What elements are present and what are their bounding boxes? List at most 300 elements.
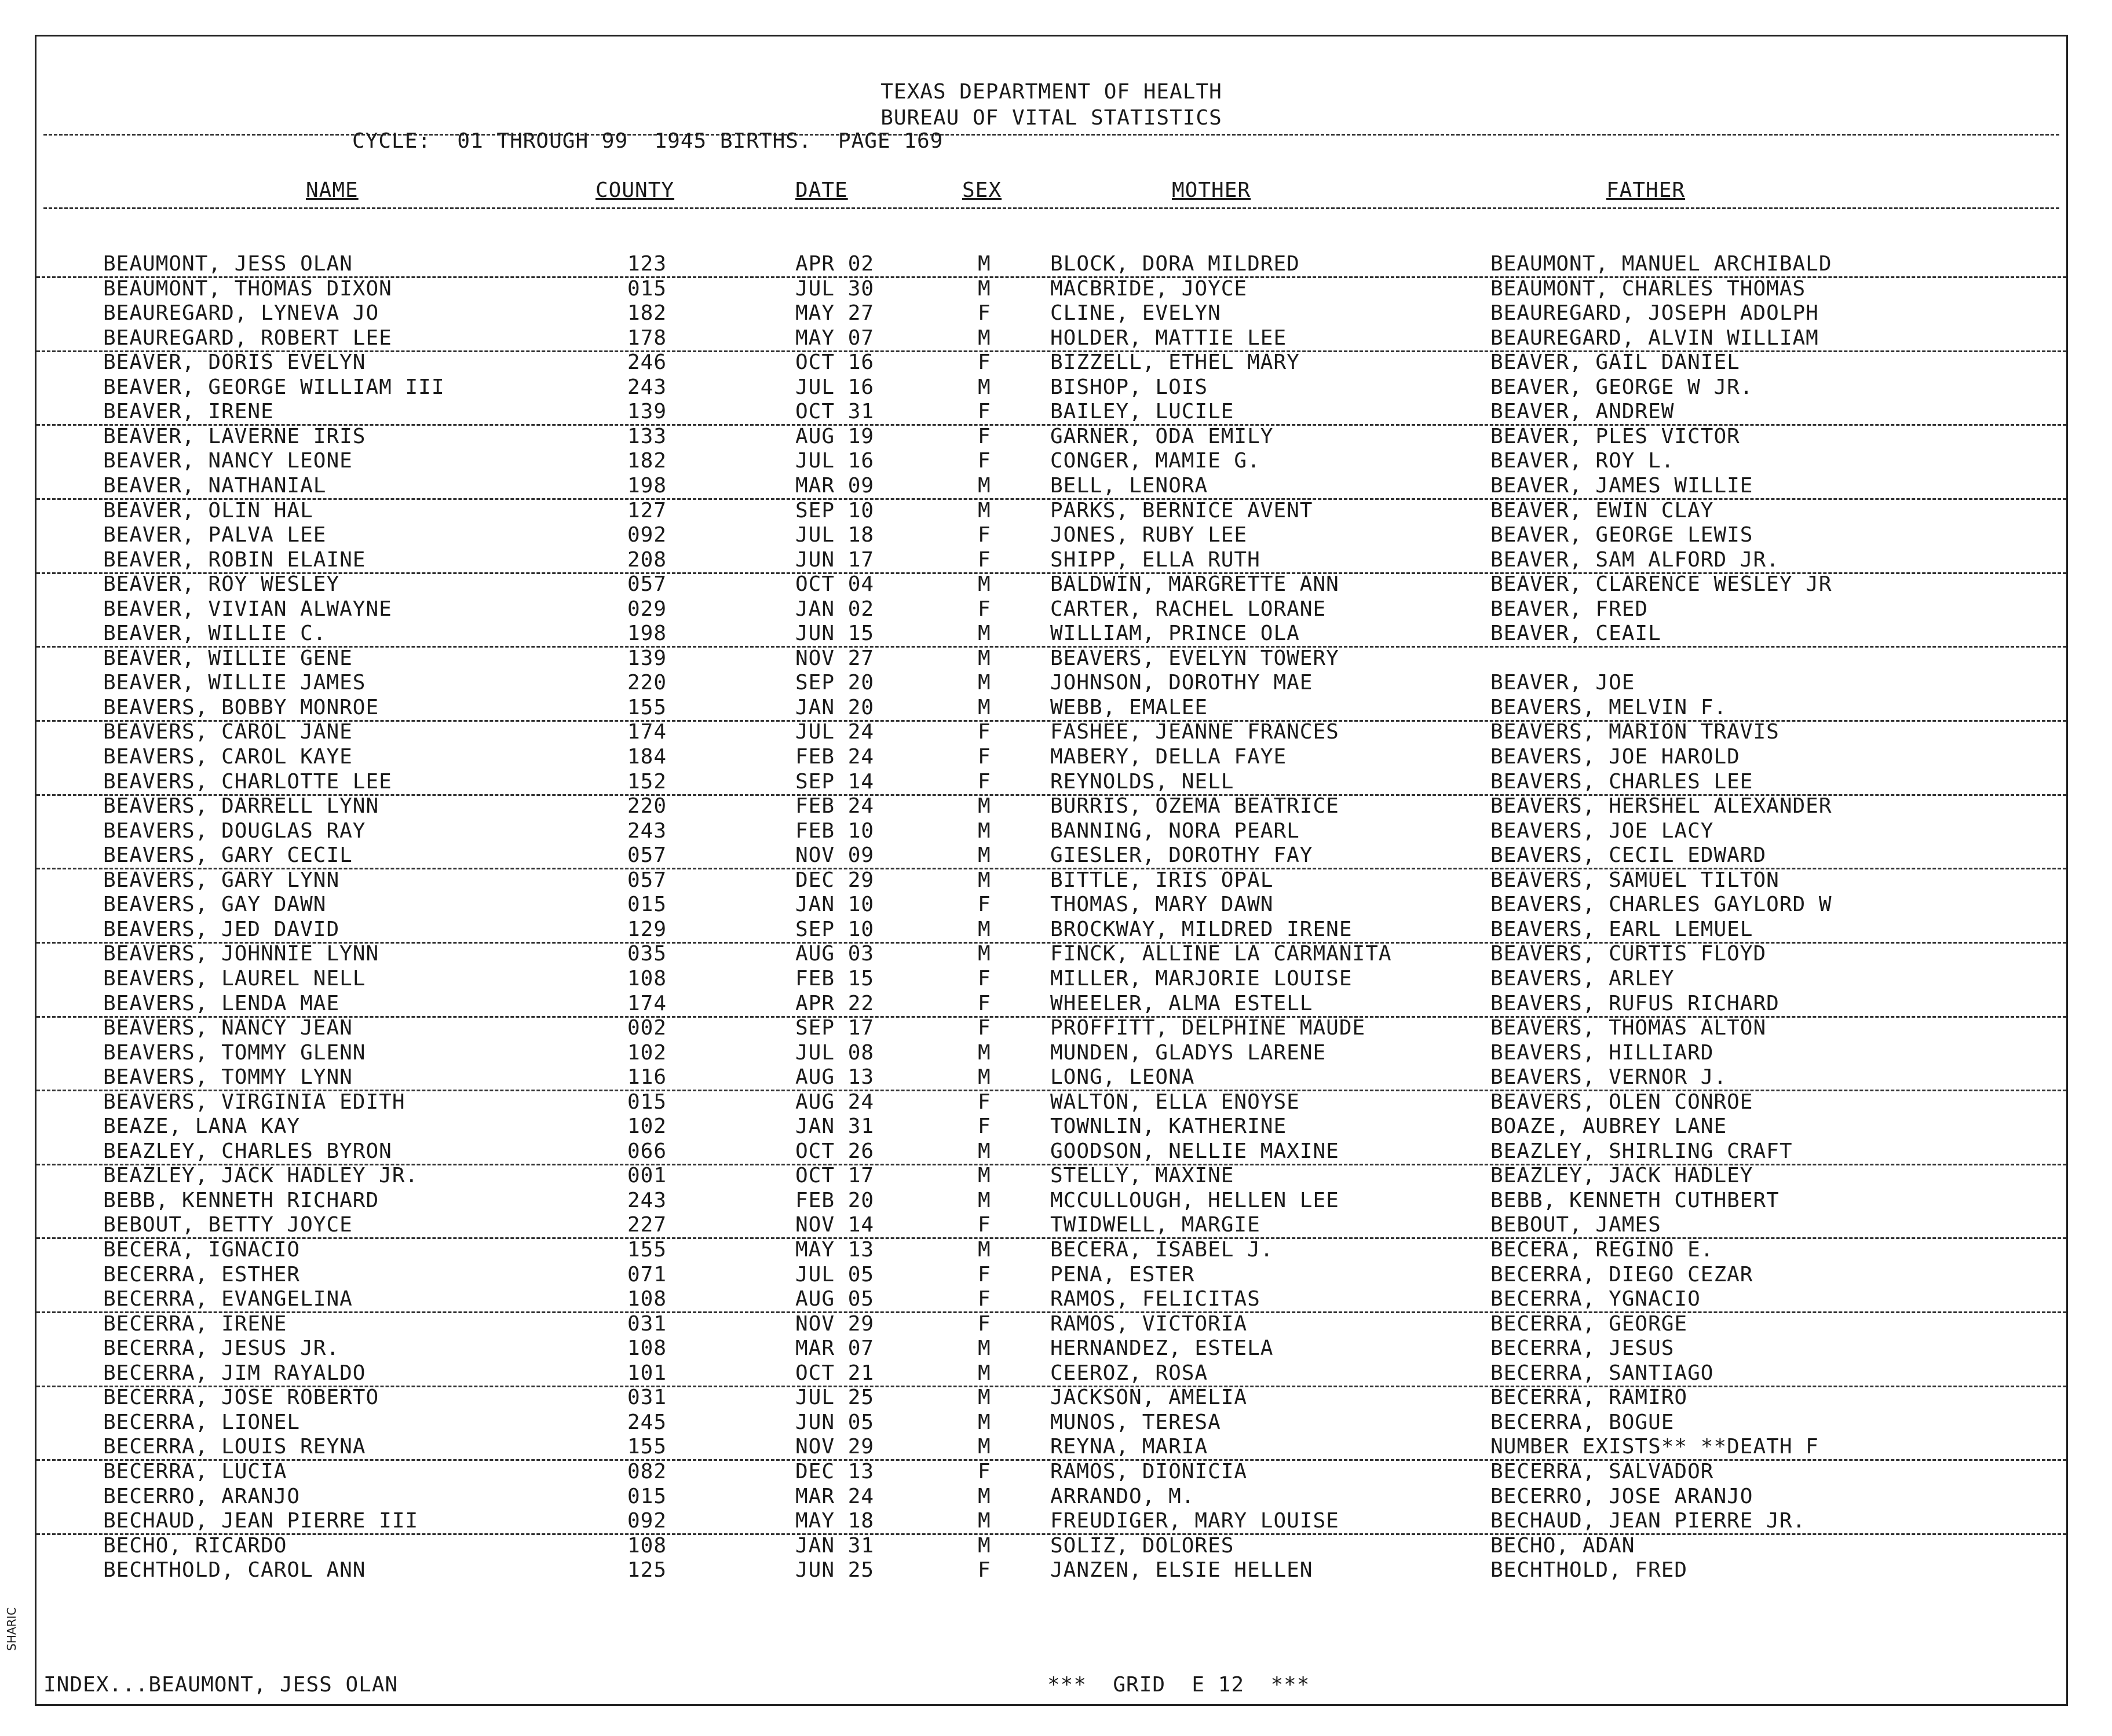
cell-name: BECERRA, LOUIS REYNA (103, 1435, 366, 1459)
cell-father: BEAVERS, CECIL EDWARD (1490, 843, 1767, 868)
cell-sex: M (978, 1361, 991, 1385)
table-row (36, 1238, 2066, 1262)
cell-mother: BROCKWAY, MILDRED IRENE (1050, 917, 1353, 941)
cell-mother: PARKS, BERNICE AVENT (1050, 498, 1313, 522)
cell-county: 198 (627, 622, 667, 646)
cell-date: JAN 31 (795, 1114, 875, 1139)
cell-mother: MILLER, MARJORIE LOUISE (1050, 966, 1353, 991)
cell-father: BECHAUD, JEAN PIERRE JR. (1490, 1509, 1806, 1533)
cell-father: BECERRA, GEORGE (1490, 1311, 1688, 1336)
cell-father: BEAVER, JOE (1490, 671, 1635, 695)
cell-county: 057 (627, 868, 667, 892)
cell-county: 182 (627, 301, 667, 326)
table-row (36, 745, 2066, 769)
cell-name: BEBOUT, BETTY JOYCE (103, 1213, 353, 1237)
cell-date: NOV 09 (795, 843, 875, 868)
cell-father: BOAZE, AUBREY LANE (1490, 1114, 1727, 1139)
cell-father: BEAUREGARD, ALVIN WILLIAM (1490, 326, 1819, 350)
cell-date: JUL 24 (795, 720, 875, 744)
table-row (36, 1485, 2066, 1509)
cell-sex: M (978, 1139, 991, 1163)
cell-sex: M (978, 473, 991, 498)
cell-county: 001 (627, 1164, 667, 1188)
cell-father: BEAVERS, EARL LEMUEL (1490, 917, 1753, 941)
cell-date: SEP 10 (795, 917, 875, 941)
cell-name: BEAZLEY, CHARLES BYRON (103, 1139, 392, 1163)
document-frame (35, 35, 2068, 1706)
cell-name: BEAVERS, CAROL KAYE (103, 745, 353, 769)
cell-father: BEAVER, GEORGE LEWIS (1490, 523, 1753, 547)
table-row (36, 597, 2066, 622)
cell-mother: JONES, RUBY LEE (1050, 523, 1248, 547)
cell-county: 082 (627, 1459, 667, 1483)
cell-date: MAY 07 (795, 326, 875, 350)
cell-name: BEAUREGARD, ROBERT LEE (103, 326, 392, 350)
table-row (36, 1041, 2066, 1065)
cell-name: BECERRA, IRENE (103, 1311, 287, 1336)
table-row (36, 425, 2066, 449)
table-row (36, 868, 2066, 893)
cell-date: NOV 27 (795, 646, 875, 670)
cell-name: BEAUMONT, THOMAS DIXON (103, 276, 392, 301)
cell-mother: STELLY, MAXINE (1050, 1164, 1234, 1188)
cell-father: BEAVERS, HERSHEL ALEXANDER (1490, 794, 1832, 818)
cell-date: JAN 20 (795, 695, 875, 719)
cell-name: BECERRA, ESTHER (103, 1262, 301, 1287)
cell-sex: M (978, 794, 991, 818)
cell-mother: BIZZELL, ETHEL MARY (1050, 350, 1300, 375)
cell-mother: SOLIZ, DOLORES (1050, 1533, 1234, 1558)
cell-sex: M (978, 276, 991, 301)
cell-date: FEB 24 (795, 745, 875, 769)
cell-name: BEAVERS, NANCY JEAN (103, 1016, 353, 1040)
cell-name: BEAVER, VIVIAN ALWAYNE (103, 597, 392, 621)
cell-county: 092 (627, 523, 667, 547)
cell-mother: BISHOP, LOIS (1050, 375, 1208, 399)
cell-mother: GIESLER, DOROTHY FAY (1050, 843, 1313, 868)
cell-sex: F (978, 1090, 991, 1114)
cell-name: BEAVER, WILLIE GENE (103, 646, 353, 670)
cell-mother: BECERA, ISABEL J. (1050, 1238, 1274, 1262)
cell-sex: M (978, 1336, 991, 1361)
table-row (36, 1558, 2066, 1582)
cell-father: BEAVERS, THOMAS ALTON (1490, 1016, 1767, 1040)
cell-mother: BELL, LENORA (1050, 473, 1208, 498)
cell-name: BEAVERS, GARY LYNN (103, 868, 340, 892)
cell-sex: F (978, 449, 991, 473)
cell-county: 102 (627, 1114, 667, 1139)
table-row (36, 499, 2066, 523)
cell-father: BEAUMONT, MANUEL ARCHIBALD (1490, 252, 1832, 276)
cell-date: JAN 02 (795, 597, 875, 621)
cell-mother: MCCULLOUGH, HELLEN LEE (1050, 1188, 1339, 1212)
cell-father: BEAVERS, MARION TRAVIS (1490, 720, 1780, 744)
cell-county: 155 (627, 695, 667, 719)
cell-father: BECERRA, RAMIRO (1490, 1386, 1688, 1410)
cell-father: BEAVER, PLES VICTOR (1490, 424, 1740, 448)
cell-sex: F (978, 769, 991, 794)
cell-name: BEAVER, IRENE (103, 400, 274, 424)
table-row (36, 1509, 2066, 1535)
cell-sex: M (978, 1386, 991, 1410)
table-row (36, 1287, 2066, 1313)
table-row (36, 548, 2066, 574)
cell-name: BEAVERS, TOMMY LYNN (103, 1065, 353, 1090)
cell-mother: MUNOS, TERESA (1050, 1410, 1221, 1434)
cell-name: BECERA, IGNACIO (103, 1238, 301, 1262)
column-header-father: FATHER (1606, 178, 1686, 202)
cell-mother: MABERY, DELLA FAYE (1050, 745, 1287, 769)
cell-sex: M (978, 1188, 991, 1212)
cell-sex: F (978, 991, 991, 1015)
cell-county: 116 (627, 1065, 667, 1090)
cell-name: BEAVER, ROBIN ELAINE (103, 547, 366, 572)
cell-father: BECHO, ADAN (1490, 1533, 1635, 1558)
column-header-county: COUNTY (595, 178, 675, 202)
cell-sex: F (978, 745, 991, 769)
cell-sex: F (978, 597, 991, 621)
table-row (36, 1534, 2066, 1558)
cell-date: NOV 14 (795, 1213, 875, 1237)
cell-date: JUL 30 (795, 276, 875, 301)
cell-county: 092 (627, 1509, 667, 1533)
cell-name: BEAVER, DORIS EVELYN (103, 350, 366, 375)
table-row (36, 1065, 2066, 1091)
cell-county: 220 (627, 794, 667, 818)
cell-mother: MUNDEN, GLADYS LARENE (1050, 1040, 1327, 1065)
cell-county: 184 (627, 745, 667, 769)
cell-father: BEAVER, CEAIL (1490, 622, 1661, 646)
cell-sex: F (978, 1114, 991, 1139)
cell-name: BEAVERS, JED DAVID (103, 917, 340, 941)
cell-county: 139 (627, 400, 667, 424)
cell-sex: F (978, 1213, 991, 1237)
cell-name: BEBB, KENNETH RICHARD (103, 1188, 379, 1212)
cell-date: OCT 31 (795, 400, 875, 424)
department-title: TEXAS DEPARTMENT OF HEALTH (880, 80, 1222, 104)
index-label: INDEX...BEAUMONT, JESS OLAN (43, 1673, 399, 1697)
cell-county: 155 (627, 1435, 667, 1459)
cell-date: OCT 26 (795, 1139, 875, 1163)
cell-county: 057 (627, 572, 667, 597)
cell-sex: F (978, 301, 991, 326)
cycle-line: CYCLE: 01 THROUGH 99 1945 BIRTHS. PAGE 169 (352, 129, 944, 153)
cell-mother: WHEELER, ALMA ESTELL (1050, 991, 1313, 1015)
cell-name: BEAVER, NANCY LEONE (103, 449, 353, 473)
table-row (36, 1189, 2066, 1213)
cell-date: OCT 21 (795, 1361, 875, 1385)
cell-date: MAY 13 (795, 1238, 875, 1262)
cell-mother: THOMAS, MARY DAWN (1050, 893, 1274, 917)
cell-sex: M (978, 572, 991, 597)
cell-county: 125 (627, 1558, 667, 1582)
cell-father: BEAVER, JAMES WILLIE (1490, 473, 1753, 498)
cell-sex: M (978, 1040, 991, 1065)
cell-sex: F (978, 1287, 991, 1311)
cell-county: 102 (627, 1040, 667, 1065)
cell-name: BECHAUD, JEAN PIERRE III (103, 1509, 419, 1533)
cell-county: 066 (627, 1139, 667, 1163)
cell-county: 182 (627, 449, 667, 473)
cell-sex: M (978, 818, 991, 843)
cell-date: JUN 25 (795, 1558, 875, 1582)
cell-father: NUMBER EXISTS** **DEATH F (1490, 1435, 1819, 1459)
table-row (36, 1361, 2066, 1387)
cell-name: BEAUREGARD, LYNEVA JO (103, 301, 379, 326)
cell-county: 015 (627, 1484, 667, 1508)
cell-mother: PROFFITT, DELPHINE MAUDE (1050, 1016, 1366, 1040)
table-row (36, 572, 2066, 597)
column-header-sex: SEX (962, 178, 1002, 202)
cell-county: 129 (627, 917, 667, 941)
cell-name: BEAVER, NATHANIAL (103, 473, 327, 498)
cell-father: BEAVER, GEORGE W JR. (1490, 375, 1753, 399)
table-row (36, 375, 2066, 400)
cell-father: BECERRO, JOSE ARANJO (1490, 1484, 1753, 1508)
cell-mother: FASHEE, JEANNE FRANCES (1050, 720, 1339, 744)
cell-county: 108 (627, 1336, 667, 1361)
cell-date: SEP 20 (795, 671, 875, 695)
cell-father: BEAVERS, HILLIARD (1490, 1040, 1714, 1065)
cell-name: BEAVERS, CAROL JANE (103, 720, 353, 744)
cell-county: 071 (627, 1262, 667, 1287)
cell-mother: CONGER, MAMIE G. (1050, 449, 1260, 473)
cell-sex: M (978, 695, 991, 719)
cell-mother: TOWNLIN, KATHERINE (1050, 1114, 1287, 1139)
table-row (36, 992, 2066, 1018)
cell-county: 108 (627, 1533, 667, 1558)
cell-mother: LONG, LEONA (1050, 1065, 1195, 1090)
table-row (36, 1114, 2066, 1139)
cell-date: FEB 20 (795, 1188, 875, 1212)
cell-father: BEAVER, SAM ALFORD JR. (1490, 547, 1780, 572)
cell-date: FEB 24 (795, 794, 875, 818)
cell-mother: BURRIS, OZEMA BEATRICE (1050, 794, 1339, 818)
cell-county: 108 (627, 1287, 667, 1311)
cell-mother: FINCK, ALLINE LA CARMANITA (1050, 942, 1392, 966)
cell-mother: JANZEN, ELSIE HELLEN (1050, 1558, 1313, 1582)
cell-date: MAR 07 (795, 1336, 875, 1361)
cell-county: 152 (627, 769, 667, 794)
cell-father: BEAVERS, MELVIN F. (1490, 695, 1727, 719)
cell-county: 174 (627, 720, 667, 744)
cell-county: 035 (627, 942, 667, 966)
cell-name: BEAVERS, LAUREL NELL (103, 966, 366, 991)
cell-mother: ARRANDO, M. (1050, 1484, 1195, 1508)
cell-date: MAR 24 (795, 1484, 875, 1508)
table-row (36, 843, 2066, 869)
cell-mother: HOLDER, MATTIE LEE (1050, 326, 1287, 350)
cell-father: BEAVER, EWIN CLAY (1490, 498, 1714, 522)
cell-name: BEAVER, LAVERNE IRIS (103, 424, 366, 448)
cell-sex: M (978, 1238, 991, 1262)
cell-county: 057 (627, 843, 667, 868)
cell-date: JAN 31 (795, 1533, 875, 1558)
cell-mother: WILLIAM, PRINCE OLA (1050, 622, 1300, 646)
table-row (36, 646, 2066, 671)
table-row (36, 696, 2066, 722)
cell-county: 208 (627, 547, 667, 572)
cell-date: MAY 18 (795, 1509, 875, 1533)
cell-date: DEC 29 (795, 868, 875, 892)
table-row (36, 819, 2066, 843)
cell-county: 178 (627, 326, 667, 350)
cell-mother: PENA, ESTER (1050, 1262, 1195, 1287)
table-row (36, 326, 2066, 352)
cell-sex: M (978, 375, 991, 399)
cell-date: NOV 29 (795, 1435, 875, 1459)
cell-name: BECERRO, ARANJO (103, 1484, 301, 1508)
cell-date: JUL 18 (795, 523, 875, 547)
table-row (36, 400, 2066, 426)
cell-sex: M (978, 326, 991, 350)
cell-father: BEAVERS, CHARLES GAYLORD W (1490, 893, 1832, 917)
table-row (36, 1386, 2066, 1410)
cell-sex: M (978, 942, 991, 966)
cell-date: JUL 16 (795, 375, 875, 399)
cell-county: 127 (627, 498, 667, 522)
cell-sex: M (978, 622, 991, 646)
cell-county: 015 (627, 893, 667, 917)
cell-father: BECERRA, JESUS (1490, 1336, 1675, 1361)
cell-mother: BITTLE, IRIS OPAL (1050, 868, 1274, 892)
cell-name: BEAVERS, CHARLOTTE LEE (103, 769, 392, 794)
cell-sex: F (978, 893, 991, 917)
cell-date: JUN 15 (795, 622, 875, 646)
table-row (36, 622, 2066, 648)
cell-father: BECERRA, SANTIAGO (1490, 1361, 1714, 1385)
cell-date: OCT 04 (795, 572, 875, 597)
table-row (36, 252, 2066, 278)
cell-mother: JACKSON, AMELIA (1050, 1386, 1248, 1410)
cell-father: BEAZLEY, JACK HADLEY (1490, 1164, 1753, 1188)
table-row (36, 1139, 2066, 1165)
cell-name: BECERRA, LUCIA (103, 1459, 287, 1483)
cell-county: 029 (627, 597, 667, 621)
cell-date: JUL 16 (795, 449, 875, 473)
cell-county: 015 (627, 1090, 667, 1114)
table-row (36, 794, 2066, 818)
table-row (36, 1435, 2066, 1461)
table-row (36, 1410, 2066, 1435)
cell-name: BECHO, RICARDO (103, 1533, 287, 1558)
cell-mother: SHIPP, ELLA RUTH (1050, 547, 1260, 572)
cell-name: BECHTHOLD, CAROL ANN (103, 1558, 366, 1582)
table-row (36, 301, 2066, 326)
table-row (36, 1263, 2066, 1287)
cell-father: BEAVERS, JOE LACY (1490, 818, 1714, 843)
cell-sex: M (978, 1509, 991, 1533)
cell-name: BEAZLEY, JACK HADLEY JR. (103, 1164, 419, 1188)
cell-father: BEAUREGARD, JOSEPH ADOLPH (1490, 301, 1819, 326)
cell-name: BECERRA, LIONEL (103, 1410, 301, 1434)
cell-sex: M (978, 646, 991, 670)
cell-name: BEAVERS, TOMMY GLENN (103, 1040, 366, 1065)
column-header-mother: MOTHER (1172, 178, 1251, 202)
cell-date: AUG 03 (795, 942, 875, 966)
cell-county: 155 (627, 1238, 667, 1262)
cell-date: APR 02 (795, 252, 875, 276)
table-row (36, 449, 2066, 473)
cell-father: BECHTHOLD, FRED (1490, 1558, 1688, 1582)
table-row (36, 1164, 2066, 1188)
cell-sex: M (978, 1435, 991, 1459)
cell-mother: RAMOS, FELICITAS (1050, 1287, 1260, 1311)
table-row (36, 523, 2066, 547)
cell-sex: M (978, 917, 991, 941)
cell-sex: F (978, 400, 991, 424)
table-row (36, 277, 2066, 301)
cell-name: BEAVER, GEORGE WILLIAM III (103, 375, 445, 399)
cell-date: SEP 14 (795, 769, 875, 794)
cell-father: BEAVER, ROY L. (1490, 449, 1675, 473)
cell-name: BEAVER, OLIN HAL (103, 498, 313, 522)
cell-name: BECERRA, JOSE ROBERTO (103, 1386, 379, 1410)
cell-mother: GARNER, ODA EMILY (1050, 424, 1274, 448)
cell-date: DEC 13 (795, 1459, 875, 1483)
cell-date: FEB 10 (795, 818, 875, 843)
cell-date: AUG 05 (795, 1287, 875, 1311)
table-row (36, 1460, 2066, 1484)
cell-father: BECERA, REGINO E. (1490, 1238, 1714, 1262)
cell-name: BECERRA, EVANGELINA (103, 1287, 353, 1311)
cell-father: BECERRA, BOGUE (1490, 1410, 1675, 1434)
cell-mother: TWIDWELL, MARGIE (1050, 1213, 1260, 1237)
cell-father: BEAVER, GAIL DANIEL (1490, 350, 1740, 375)
cell-name: BEAVERS, VIRGINIA EDITH (103, 1090, 405, 1114)
side-mark: SHARIC (5, 1607, 19, 1651)
cell-father: BEAUMONT, CHARLES THOMAS (1490, 276, 1806, 301)
cell-father: BEAVERS, CURTIS FLOYD (1490, 942, 1767, 966)
cell-sex: F (978, 1311, 991, 1336)
table-row (36, 942, 2066, 966)
cell-mother: CARTER, RACHEL LORANE (1050, 597, 1327, 621)
cell-date: FEB 15 (795, 966, 875, 991)
cell-date: JUN 17 (795, 547, 875, 572)
table-row (36, 720, 2066, 744)
cell-date: SEP 17 (795, 1016, 875, 1040)
cell-sex: F (978, 523, 991, 547)
cell-county: 198 (627, 473, 667, 498)
cell-county: 243 (627, 1188, 667, 1212)
cell-date: JUN 05 (795, 1410, 875, 1434)
bureau-title: BUREAU OF VITAL STATISTICS (880, 106, 1222, 130)
table-row (36, 1336, 2066, 1361)
cell-mother: WEBB, EMALEE (1050, 695, 1208, 719)
cell-father: BEAVERS, OLEN CONROE (1490, 1090, 1753, 1114)
header-divider (43, 134, 2059, 136)
column-header-name: NAME (306, 178, 359, 202)
cell-father: BECERRA, YGNACIO (1490, 1287, 1701, 1311)
cell-date: MAR 09 (795, 473, 875, 498)
cell-date: APR 22 (795, 991, 875, 1015)
cell-name: BEAVER, PALVA LEE (103, 523, 327, 547)
cell-father: BECERRA, SALVADOR (1490, 1459, 1714, 1483)
cell-sex: F (978, 1558, 991, 1582)
grid-label: *** GRID E 12 *** (1047, 1673, 1310, 1697)
cell-father: BEAVERS, ARLEY (1490, 966, 1675, 991)
cell-name: BEAVERS, BOBBY MONROE (103, 695, 379, 719)
cell-sex: M (978, 1410, 991, 1434)
cell-sex: F (978, 350, 991, 375)
cell-name: BEAVERS, JOHNNIE LYNN (103, 942, 379, 966)
cell-sex: M (978, 498, 991, 522)
table-row (36, 967, 2066, 991)
cell-mother: HERNANDEZ, ESTELA (1050, 1336, 1274, 1361)
cell-father: BEAVER, FRED (1490, 597, 1649, 621)
cell-date: JUL 08 (795, 1040, 875, 1065)
table-row (36, 350, 2066, 375)
